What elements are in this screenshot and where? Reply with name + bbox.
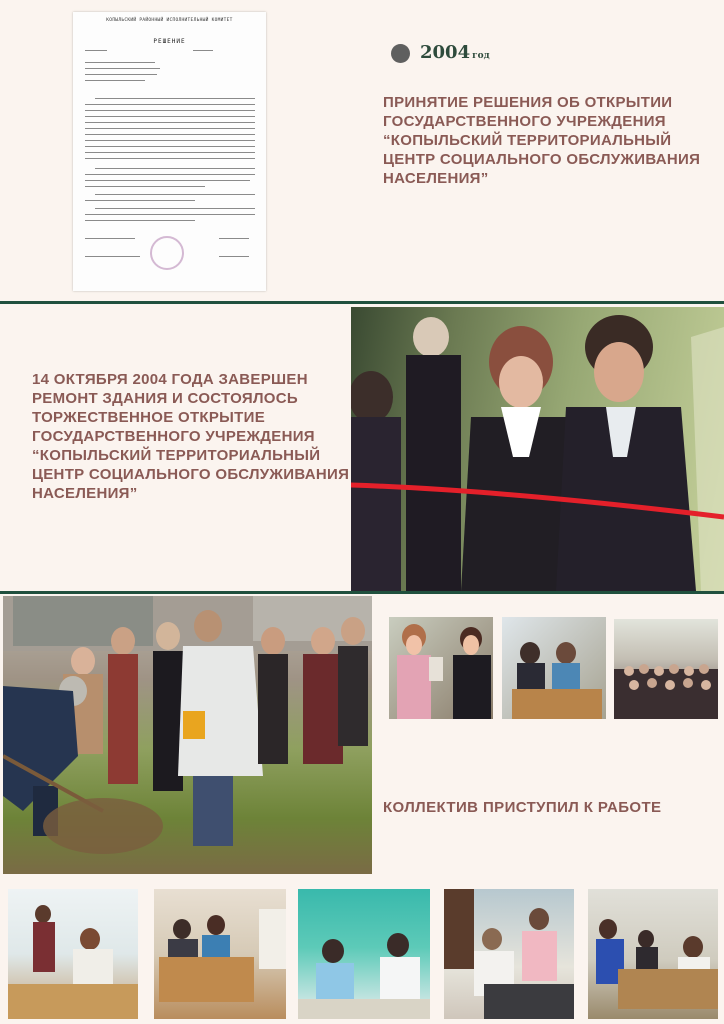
- document-title: РЕШЕНИЕ: [153, 38, 186, 45]
- ribbon-cutting-photo: [351, 307, 724, 591]
- staff-meeting-photo: [614, 619, 718, 719]
- section-divider: [0, 591, 724, 594]
- official-stamp: [150, 236, 184, 270]
- office-photo-5: [588, 889, 718, 1019]
- section-divider: [0, 301, 724, 304]
- year-label: 2004 год: [420, 42, 490, 63]
- office-photo-4: [444, 889, 574, 1019]
- tree-planting-photo: [3, 596, 372, 874]
- team-caption: КОЛЛЕКТИВ ПРИСТУПИЛ К РАБОТЕ: [383, 799, 662, 816]
- document-header: КОПЫЛЬСКИЙ РАЙОННЫЙ ИСПОЛНИТЕЛЬНЫЙ КОМИТЕТ: [106, 18, 233, 23]
- office-photo-1: [8, 889, 138, 1019]
- flowers-presentation-photo: [389, 617, 493, 719]
- office-desk-photo: [502, 617, 606, 719]
- decision-heading: ПРИНЯТИЕ РЕШЕНИЯ ОБ ОТКРЫТИИ ГОСУДАРСТВЕННОГО УЧРЕЖДЕНИЯ “КОПЫЛЬСКИЙ ТЕРРИТОРИАЛЬНЫЙ ЦЕНТР СОЦИАЛЬНОГО ОБСЛУЖИВАНИЯ НАСЕЛЕНИЯ”: [383, 94, 701, 187]
- year-bullet: [391, 44, 410, 63]
- decision-document-scan: [73, 12, 266, 291]
- office-photo-3: [298, 889, 430, 1019]
- opening-heading: 14 ОКТЯБРЯ 2004 ГОДА ЗАВЕРШЕН РЕМОНТ ЗДАНИЯ И СОСТОЯЛОСЬ ТОРЖЕСТВЕННОЕ ОТКРЫТИЕ ГОСУДАРСТВЕННОГО УЧРЕЖДЕНИЯ “КОПЫЛЬСКИЙ ТЕРРИТОРИАЛЬНЫЙ ЦЕНТР СОЦИАЛЬНОГО ОБСЛУЖИВАНИЯ НАСЕЛЕНИЯ”: [32, 371, 350, 502]
- office-photo-2: [154, 889, 286, 1019]
